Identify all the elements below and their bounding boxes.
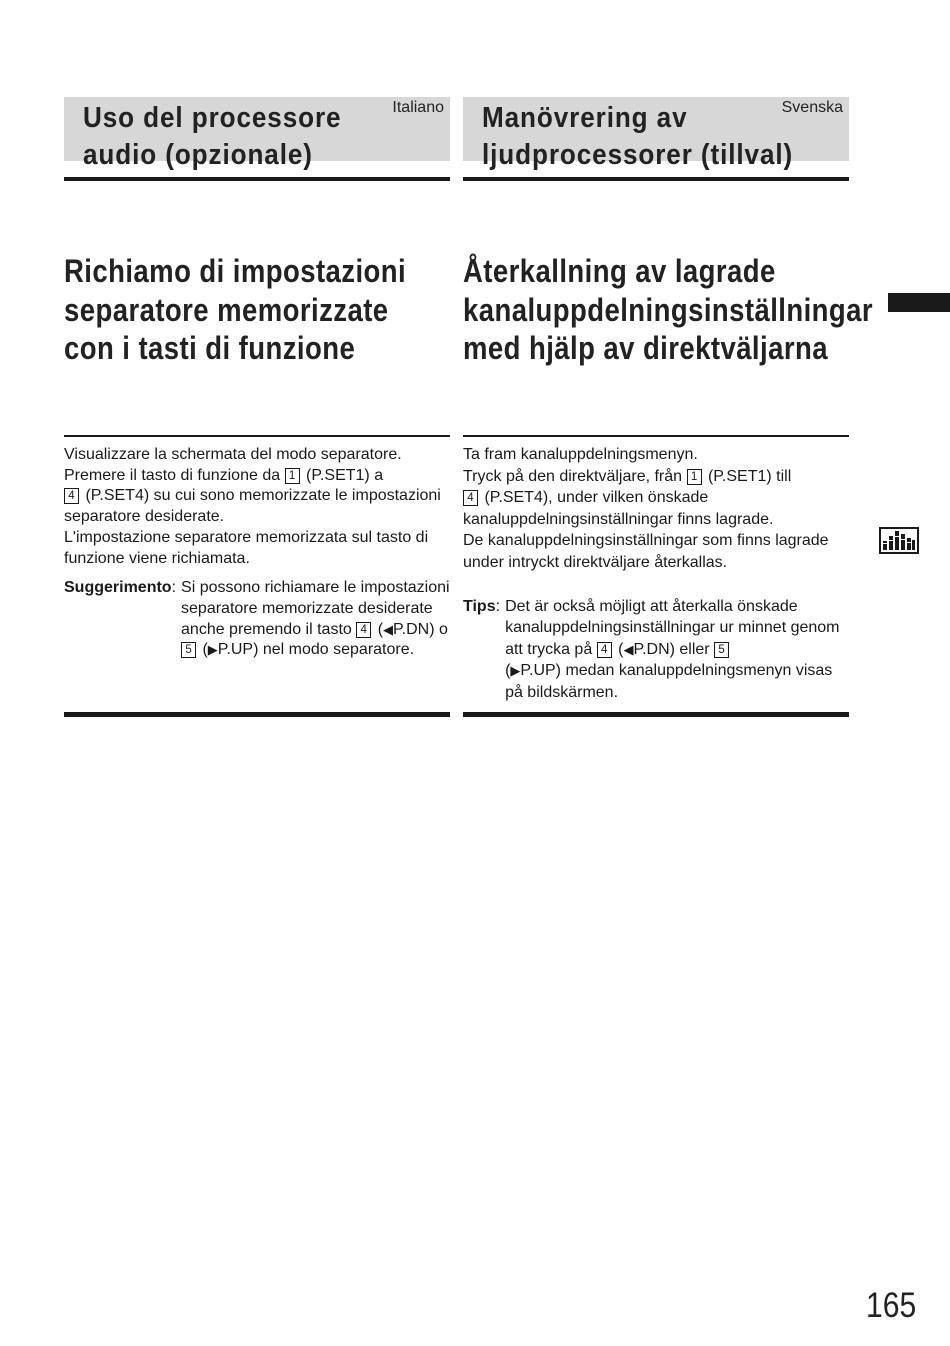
paren: (	[202, 641, 208, 659]
section-title-line: Återkallning av lagrade	[463, 253, 776, 289]
tip-text-part: P.DN) eller	[633, 640, 710, 658]
paren: (	[618, 640, 624, 658]
body-top-divider	[463, 435, 849, 437]
key-4-icon: 4	[463, 490, 478, 506]
step-text: (P.SET4) su cui sono memorizzate le impostazioni separatore desiderate.	[64, 487, 441, 526]
paren: (	[377, 620, 384, 638]
step-2	[64, 466, 450, 528]
instructions	[463, 444, 849, 704]
header-title-line: audio (opzionale)	[83, 139, 313, 171]
body-bottom-divider	[463, 712, 849, 717]
tip-label: Suggerimento	[64, 579, 172, 597]
arrow-left-icon: ◀	[623, 641, 634, 657]
section-tab-marker	[888, 293, 950, 312]
step-text: (P.SET4), under vilken önskade kanaluppdelningsinställningar finns lagrade.	[463, 489, 774, 528]
instructions	[64, 445, 450, 661]
header-title-line: Manövrering av	[482, 102, 688, 134]
step-2	[463, 466, 849, 531]
tip-text	[181, 578, 450, 661]
tip-colon: :	[171, 579, 177, 597]
tip	[463, 596, 849, 704]
key-4-icon: 4	[356, 622, 371, 638]
key-1-icon: 1	[687, 469, 702, 485]
tip	[64, 578, 450, 661]
key-5-icon: 5	[714, 642, 729, 658]
body-top-divider	[64, 435, 450, 437]
header-title-line: Uso del processore	[83, 102, 342, 134]
section-title-line: kanaluppdelningsinställningar	[463, 291, 874, 328]
tip-text-part: Det är också möjligt att återkalla önskade kanaluppdelningsinställningar ur minnet genom att trycka på	[505, 597, 840, 658]
page-number: 165	[866, 1286, 917, 1325]
step-3: L'impostazione separatore memorizzata sul tasto di funzione viene richiamata.	[64, 528, 429, 567]
section-title-line: Richiamo di impostazioni	[64, 253, 407, 289]
step-3: De kanaluppdelningsinställningar som finns lagrade under intryckt direktväljare återkallas.	[463, 532, 829, 571]
header-title	[83, 100, 353, 174]
arrow-right-icon: ▶	[510, 663, 521, 679]
language-label: Svenska	[781, 99, 843, 116]
step-text: (P.SET1) a	[306, 466, 384, 484]
step-1: Ta fram kanaluppdelningsmenyn.	[463, 446, 698, 463]
paren: (	[505, 662, 511, 680]
step-text: Premere il tasto di funzione da	[64, 466, 281, 484]
tip-text-part: Si possono richiamare le impostazioni separatore memorizzate desiderate anche premendo il tasto	[181, 579, 450, 638]
tip-label: Tips	[463, 597, 496, 615]
arrow-right-icon: ▶	[207, 642, 218, 658]
section-title-line: med hjälp av direktväljarna	[463, 330, 828, 366]
header-title-line: ljudprocessorer (tillval)	[482, 139, 794, 171]
section-title	[463, 252, 874, 368]
arrow-left-icon: ◀	[383, 621, 394, 637]
tip-text-part: P.DN) o	[393, 620, 448, 638]
section-title	[64, 252, 442, 368]
step-text: (P.SET1) till	[707, 467, 792, 485]
tip-text-part: P.UP) medan kanaluppdelningsmenyn visas på bildskärmen.	[505, 662, 833, 701]
language-label: Italiano	[392, 99, 444, 116]
header-divider	[64, 177, 450, 181]
key-1-icon: 1	[285, 468, 300, 484]
equalizer-icon	[879, 527, 919, 554]
header-title	[482, 100, 806, 174]
tip-text	[505, 596, 849, 704]
step-1: Visualizzare la schermata del modo separatore.	[64, 446, 402, 463]
key-4-icon: 4	[597, 642, 612, 658]
body-bottom-divider	[64, 712, 450, 717]
header-divider	[463, 177, 849, 181]
key-4-icon: 4	[64, 488, 79, 504]
step-text: Tryck på den direktväljare, från	[463, 467, 683, 485]
section-title-line: separatore memorizzate	[64, 291, 389, 328]
tip-colon: :	[495, 597, 501, 615]
key-5-icon: 5	[181, 642, 196, 658]
tip-text-part: P.UP) nel modo separatore.	[217, 641, 415, 659]
section-title-line: con i tasti di funzione	[64, 330, 356, 366]
